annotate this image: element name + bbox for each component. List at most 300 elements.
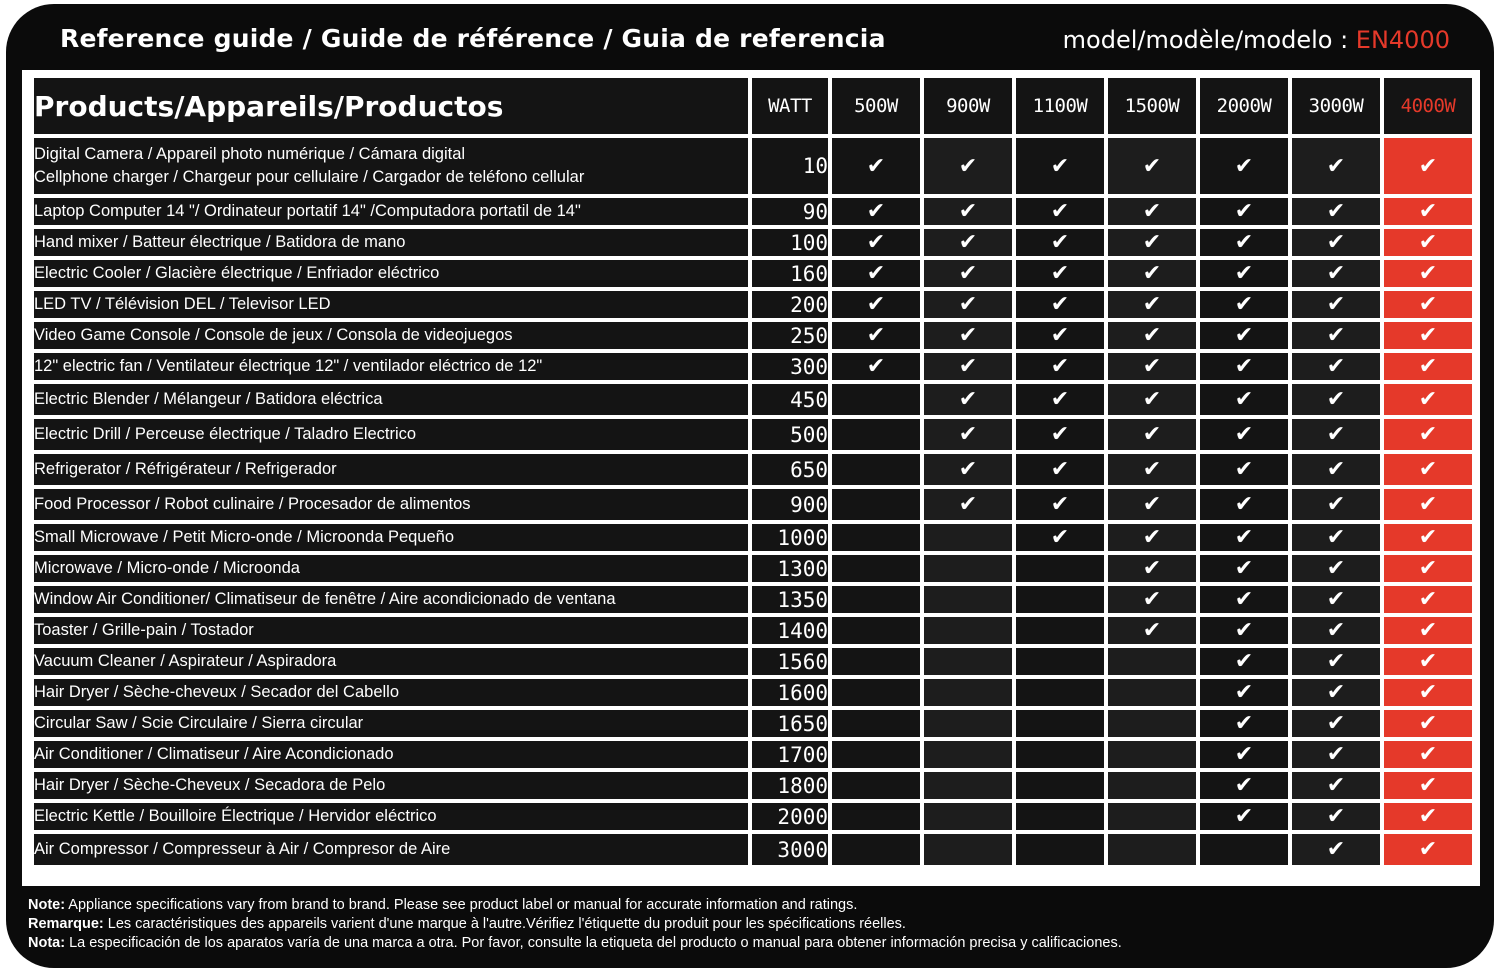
check-cell	[1200, 384, 1288, 415]
product-name-line: Electric Blender / Mélangeur / Batidora eléctrica	[34, 390, 383, 408]
product-name	[34, 648, 748, 675]
product-name-line: Microwave / Micro-onde / Microonda	[34, 559, 300, 577]
table-row	[34, 489, 1472, 520]
reference-card	[6, 4, 1494, 968]
checkmark-icon: ✔	[958, 387, 978, 412]
product-name-line: Food Processor / Robot culinaire / Procesador de alimentos	[34, 495, 471, 513]
checkmark-icon: ✔	[1050, 525, 1070, 550]
product-watt: 1800	[752, 772, 828, 799]
check-cell	[832, 617, 920, 644]
check-cell	[1108, 384, 1196, 415]
checkmark-icon: ✔	[1418, 556, 1438, 581]
checkmark-icon: ✔	[958, 199, 978, 224]
check-cell	[924, 198, 1012, 225]
product-name-line: Circular Saw / Scie Circulaire / Sierra circular	[34, 714, 364, 732]
compatibility-table	[30, 74, 1476, 869]
check-cell	[1108, 679, 1196, 706]
product-watt: 900	[752, 489, 828, 520]
product-watt: 1350	[752, 586, 828, 613]
col-header-1500w: 1500W	[1108, 78, 1196, 134]
checkmark-icon: ✔	[1326, 492, 1346, 517]
product-name-line: Small Microwave / Petit Micro-onde / Microonda Pequeño	[34, 528, 455, 546]
product-name	[34, 772, 748, 799]
checkmark-icon: ✔	[1418, 618, 1438, 643]
check-cell	[1200, 710, 1288, 737]
product-name	[34, 586, 748, 613]
product-name-line: Electric Kettle / Bouilloire Électrique / Hervidor eléctrico	[34, 807, 437, 825]
check-cell	[1108, 138, 1196, 194]
product-watt: 300	[752, 353, 828, 380]
check-cell	[1200, 454, 1288, 485]
checkmark-icon: ✔	[866, 323, 886, 348]
check-cell	[832, 198, 920, 225]
check-cell	[1108, 524, 1196, 551]
check-cell	[1384, 834, 1472, 865]
checkmark-icon: ✔	[958, 492, 978, 517]
check-cell	[832, 229, 920, 256]
check-cell	[1292, 291, 1380, 318]
product-name	[34, 679, 748, 706]
product-name-line: Digital Camera / Appareil photo numérique / Cámara digital	[34, 145, 466, 163]
checkmark-icon: ✔	[1326, 422, 1346, 447]
product-watt: 1000	[752, 524, 828, 551]
note-fr-text: Les caractéristiques des appareils varient d'une marque à l'autre.Vérifiez l'étiquette du produit pour les spécifications réelles.	[103, 916, 906, 932]
product-name-line: LED TV / Télévision DEL / Televisor LED	[34, 295, 331, 313]
check-cell	[1292, 679, 1380, 706]
checkmark-icon: ✔	[1234, 525, 1254, 550]
product-name	[34, 617, 748, 644]
checkmark-icon: ✔	[1418, 387, 1438, 412]
check-cell	[1384, 419, 1472, 450]
check-cell	[1384, 229, 1472, 256]
product-watt: 160	[752, 260, 828, 287]
check-cell	[1108, 648, 1196, 675]
model-code: EN4000	[1355, 26, 1450, 54]
product-name	[34, 419, 748, 450]
product-watt: 90	[752, 198, 828, 225]
product-name-line: Air Conditioner / Climatiseur / Aire Acondicionado	[34, 745, 394, 763]
check-cell	[924, 454, 1012, 485]
checkmark-icon: ✔	[1326, 773, 1346, 798]
product-name	[34, 384, 748, 415]
check-cell	[1200, 555, 1288, 582]
check-cell	[1292, 555, 1380, 582]
check-cell	[1292, 803, 1380, 830]
note-es-text: La especificación de los aparatos varía de una marca a otra. Por favor, consulte la etiqueta del producto o manual para obtener información precisa y calificaciones.	[65, 935, 1122, 951]
checkmark-icon: ✔	[1326, 837, 1346, 862]
product-watt: 3000	[752, 834, 828, 865]
checkmark-icon: ✔	[1418, 525, 1438, 550]
check-cell	[832, 741, 920, 768]
check-cell	[924, 586, 1012, 613]
checkmark-icon: ✔	[1326, 457, 1346, 482]
product-name-line: Hair Dryer / Sèche-Cheveux / Secadora de Pelo	[34, 776, 386, 794]
check-cell	[1108, 260, 1196, 287]
product-name	[34, 710, 748, 737]
check-cell	[924, 260, 1012, 287]
checkmark-icon: ✔	[958, 261, 978, 286]
checkmark-icon: ✔	[1418, 457, 1438, 482]
checkmark-icon: ✔	[1418, 354, 1438, 379]
table-row	[34, 710, 1472, 737]
check-cell	[1016, 353, 1104, 380]
col-header-3000w: 3000W	[1292, 78, 1380, 134]
product-watt: 250	[752, 322, 828, 349]
check-cell	[1200, 679, 1288, 706]
check-cell	[1200, 586, 1288, 613]
product-name-line: 12" electric fan / Ventilateur électrique 12" / ventilador eléctrico de 12"	[34, 357, 543, 375]
product-watt: 10	[752, 138, 828, 194]
product-name-line: Laptop Computer 14 "/ Ordinateur portatif 14" /Computadora portatil de 14"	[34, 202, 581, 220]
checkmark-icon: ✔	[1234, 680, 1254, 705]
check-cell	[1384, 353, 1472, 380]
checkmark-icon: ✔	[1326, 587, 1346, 612]
checkmark-icon: ✔	[866, 153, 886, 179]
checkmark-icon: ✔	[1050, 354, 1070, 379]
check-cell	[1016, 586, 1104, 613]
table-row	[34, 555, 1472, 582]
checkmark-icon: ✔	[1326, 354, 1346, 379]
checkmark-icon: ✔	[1234, 354, 1254, 379]
product-watt: 1560	[752, 648, 828, 675]
checkmark-icon: ✔	[1234, 457, 1254, 482]
note-en-label: Note:	[28, 897, 66, 913]
table-row	[34, 454, 1472, 485]
check-cell	[1016, 291, 1104, 318]
check-cell	[832, 322, 920, 349]
checkmark-icon: ✔	[1234, 804, 1254, 829]
check-cell	[924, 353, 1012, 380]
checkmark-icon: ✔	[1142, 422, 1162, 447]
checkmark-icon: ✔	[1234, 618, 1254, 643]
check-cell	[832, 586, 920, 613]
check-cell	[924, 419, 1012, 450]
product-name	[34, 198, 748, 225]
checkmark-icon: ✔	[958, 422, 978, 447]
table-panel	[22, 70, 1480, 886]
check-cell	[1108, 198, 1196, 225]
table-row	[34, 524, 1472, 551]
check-cell	[1108, 741, 1196, 768]
product-watt: 650	[752, 454, 828, 485]
checkmark-icon: ✔	[1142, 230, 1162, 255]
check-cell	[832, 772, 920, 799]
product-name-line: Hair Dryer / Sèche-cheveux / Secador del Cabello	[34, 683, 400, 701]
table-row	[34, 617, 1472, 644]
checkmark-icon: ✔	[1418, 804, 1438, 829]
checkmark-icon: ✔	[1234, 556, 1254, 581]
check-cell	[1016, 679, 1104, 706]
checkmark-icon: ✔	[1234, 153, 1254, 179]
check-cell	[1016, 648, 1104, 675]
checkmark-icon: ✔	[1326, 804, 1346, 829]
checkmark-icon: ✔	[1234, 649, 1254, 674]
check-cell	[1200, 772, 1288, 799]
check-cell	[924, 322, 1012, 349]
check-cell	[1200, 291, 1288, 318]
notes	[28, 896, 1468, 953]
product-name	[34, 138, 748, 194]
checkmark-icon: ✔	[1142, 587, 1162, 612]
table-row	[34, 803, 1472, 830]
product-name	[34, 454, 748, 485]
col-header-900w: 900W	[924, 78, 1012, 134]
product-watt: 2000	[752, 803, 828, 830]
checkmark-icon: ✔	[958, 323, 978, 348]
check-cell	[1384, 679, 1472, 706]
check-cell	[1108, 710, 1196, 737]
checkmark-icon: ✔	[1418, 323, 1438, 348]
check-cell	[1292, 229, 1380, 256]
checkmark-icon: ✔	[958, 153, 978, 179]
checkmark-icon: ✔	[1326, 261, 1346, 286]
product-name-line: Refrigerator / Réfrigérateur / Refrigerador	[34, 460, 337, 478]
check-cell	[1016, 741, 1104, 768]
check-cell	[1016, 454, 1104, 485]
checkmark-icon: ✔	[1418, 587, 1438, 612]
checkmark-icon: ✔	[1050, 199, 1070, 224]
check-cell	[1384, 384, 1472, 415]
checkmark-icon: ✔	[958, 230, 978, 255]
check-cell	[1108, 489, 1196, 520]
checkmark-icon: ✔	[1050, 387, 1070, 412]
checkmark-icon: ✔	[866, 292, 886, 317]
check-cell	[1108, 419, 1196, 450]
checkmark-icon: ✔	[1418, 230, 1438, 255]
check-cell	[1200, 138, 1288, 194]
check-cell	[1108, 291, 1196, 318]
check-cell	[1016, 524, 1104, 551]
checkmark-icon: ✔	[1326, 711, 1346, 736]
check-cell	[1108, 322, 1196, 349]
check-cell	[1292, 586, 1380, 613]
checkmark-icon: ✔	[1234, 492, 1254, 517]
product-name-line: Air Compressor / Compresseur à Air / Compresor de Aire	[34, 840, 451, 858]
checkmark-icon: ✔	[1142, 618, 1162, 643]
product-name	[34, 353, 748, 380]
check-cell	[1200, 229, 1288, 256]
product-name	[34, 803, 748, 830]
product-name-line: Electric Drill / Perceuse électrique / Taladro Electrico	[34, 425, 417, 443]
product-watt: 1600	[752, 679, 828, 706]
product-name	[34, 322, 748, 349]
checkmark-icon: ✔	[1142, 457, 1162, 482]
check-cell	[924, 524, 1012, 551]
check-cell	[1384, 741, 1472, 768]
check-cell	[1200, 741, 1288, 768]
check-cell	[1016, 198, 1104, 225]
checkmark-icon: ✔	[1142, 354, 1162, 379]
check-cell	[1108, 454, 1196, 485]
checkmark-icon: ✔	[1234, 292, 1254, 317]
checkmark-icon: ✔	[1142, 153, 1162, 179]
check-cell	[1108, 617, 1196, 644]
note-fr-label: Remarque:	[28, 916, 104, 932]
checkmark-icon: ✔	[1234, 230, 1254, 255]
checkmark-icon: ✔	[1326, 199, 1346, 224]
table-row	[34, 260, 1472, 287]
product-watt: 500	[752, 419, 828, 450]
check-cell	[1384, 489, 1472, 520]
check-cell	[1200, 648, 1288, 675]
checkmark-icon: ✔	[1142, 556, 1162, 581]
table-row	[34, 291, 1472, 318]
product-name	[34, 555, 748, 582]
check-cell	[1108, 555, 1196, 582]
check-cell	[1016, 710, 1104, 737]
checkmark-icon: ✔	[1050, 153, 1070, 179]
col-header-500w: 500W	[832, 78, 920, 134]
checkmark-icon: ✔	[1050, 261, 1070, 286]
product-watt: 1700	[752, 741, 828, 768]
check-cell	[1292, 648, 1380, 675]
check-cell	[1292, 138, 1380, 194]
checkmark-icon: ✔	[1234, 422, 1254, 447]
checkmark-icon: ✔	[1142, 199, 1162, 224]
check-cell	[832, 648, 920, 675]
checkmark-icon: ✔	[1326, 153, 1346, 179]
check-cell	[1200, 834, 1288, 865]
watt-header: WATT	[752, 78, 828, 134]
check-cell	[1292, 322, 1380, 349]
check-cell	[832, 138, 920, 194]
product-name-line-2: Cellphone charger / Chargeur pour cellulaire / Cargador de teléfono cellular	[34, 168, 585, 186]
check-cell	[1292, 617, 1380, 644]
table-row	[34, 322, 1472, 349]
table-row	[34, 384, 1472, 415]
product-watt: 200	[752, 291, 828, 318]
product-name-line: Vacuum Cleaner / Aspirateur / Aspiradora	[34, 652, 337, 670]
checkmark-icon: ✔	[1142, 292, 1162, 317]
check-cell	[1384, 260, 1472, 287]
check-cell	[924, 834, 1012, 865]
product-name-line: Video Game Console / Console de jeux / Consola de videojuegos	[34, 326, 513, 344]
check-cell	[1292, 353, 1380, 380]
check-cell	[1384, 138, 1472, 194]
checkmark-icon: ✔	[1326, 387, 1346, 412]
check-cell	[832, 710, 920, 737]
checkmark-icon: ✔	[1050, 492, 1070, 517]
checkmark-icon: ✔	[1050, 457, 1070, 482]
model-label-text: model/modèle/modelo :	[1062, 26, 1356, 54]
check-cell	[1292, 489, 1380, 520]
checkmark-icon: ✔	[1418, 649, 1438, 674]
checkmark-icon: ✔	[1418, 199, 1438, 224]
check-cell	[1384, 648, 1472, 675]
table-row	[34, 229, 1472, 256]
page-title: Reference guide / Guide de référence / Guia de referencia	[60, 24, 886, 53]
check-cell	[924, 229, 1012, 256]
model-label	[1063, 26, 1450, 54]
checkmark-icon: ✔	[1050, 292, 1070, 317]
check-cell	[1292, 524, 1380, 551]
check-cell	[1384, 555, 1472, 582]
check-cell	[1292, 260, 1380, 287]
col-header-2000w: 2000W	[1200, 78, 1288, 134]
check-cell	[1200, 198, 1288, 225]
check-cell	[1200, 419, 1288, 450]
product-name	[34, 260, 748, 287]
check-cell	[832, 291, 920, 318]
check-cell	[1200, 353, 1288, 380]
table-row	[34, 648, 1472, 675]
check-cell	[1200, 524, 1288, 551]
checkmark-icon: ✔	[1326, 649, 1346, 674]
check-cell	[1292, 710, 1380, 737]
check-cell	[924, 648, 1012, 675]
check-cell	[1016, 555, 1104, 582]
check-cell	[1016, 322, 1104, 349]
checkmark-icon: ✔	[1326, 525, 1346, 550]
check-cell	[1200, 322, 1288, 349]
check-cell	[1108, 229, 1196, 256]
check-cell	[1292, 198, 1380, 225]
check-cell	[832, 679, 920, 706]
check-cell	[832, 834, 920, 865]
check-cell	[1016, 419, 1104, 450]
checkmark-icon: ✔	[1418, 153, 1438, 179]
check-cell	[1384, 524, 1472, 551]
checkmark-icon: ✔	[866, 261, 886, 286]
check-cell	[924, 710, 1012, 737]
table-row	[34, 834, 1472, 865]
check-cell	[1200, 617, 1288, 644]
checkmark-icon: ✔	[1326, 292, 1346, 317]
product-name	[34, 229, 748, 256]
check-cell	[1292, 741, 1380, 768]
product-name-line: Electric Cooler / Glacière électrique / Enfriador eléctrico	[34, 264, 440, 282]
check-cell	[924, 772, 1012, 799]
check-cell	[1200, 803, 1288, 830]
product-watt: 1650	[752, 710, 828, 737]
checkmark-icon: ✔	[866, 354, 886, 379]
checkmark-icon: ✔	[1418, 711, 1438, 736]
check-cell	[1384, 454, 1472, 485]
check-cell	[1384, 322, 1472, 349]
check-cell	[1108, 834, 1196, 865]
checkmark-icon: ✔	[1418, 492, 1438, 517]
check-cell	[832, 419, 920, 450]
check-cell	[832, 489, 920, 520]
check-cell	[832, 454, 920, 485]
table-row	[34, 772, 1472, 799]
checkmark-icon: ✔	[1418, 837, 1438, 862]
checkmark-icon: ✔	[1142, 323, 1162, 348]
check-cell	[1016, 489, 1104, 520]
checkmark-icon: ✔	[1418, 742, 1438, 767]
note-es	[28, 934, 1468, 953]
product-watt: 100	[752, 229, 828, 256]
check-cell	[924, 138, 1012, 194]
check-cell	[832, 384, 920, 415]
table-row	[34, 138, 1472, 194]
check-cell	[1384, 198, 1472, 225]
product-name	[34, 489, 748, 520]
product-name	[34, 834, 748, 865]
check-cell	[924, 555, 1012, 582]
checkmark-icon: ✔	[1418, 292, 1438, 317]
checkmark-icon: ✔	[1326, 323, 1346, 348]
check-cell	[1108, 803, 1196, 830]
check-cell	[832, 353, 920, 380]
checkmark-icon: ✔	[1326, 680, 1346, 705]
check-cell	[924, 617, 1012, 644]
checkmark-icon: ✔	[1418, 422, 1438, 447]
note-en	[28, 896, 1468, 915]
check-cell	[924, 803, 1012, 830]
check-cell	[832, 803, 920, 830]
product-name	[34, 741, 748, 768]
